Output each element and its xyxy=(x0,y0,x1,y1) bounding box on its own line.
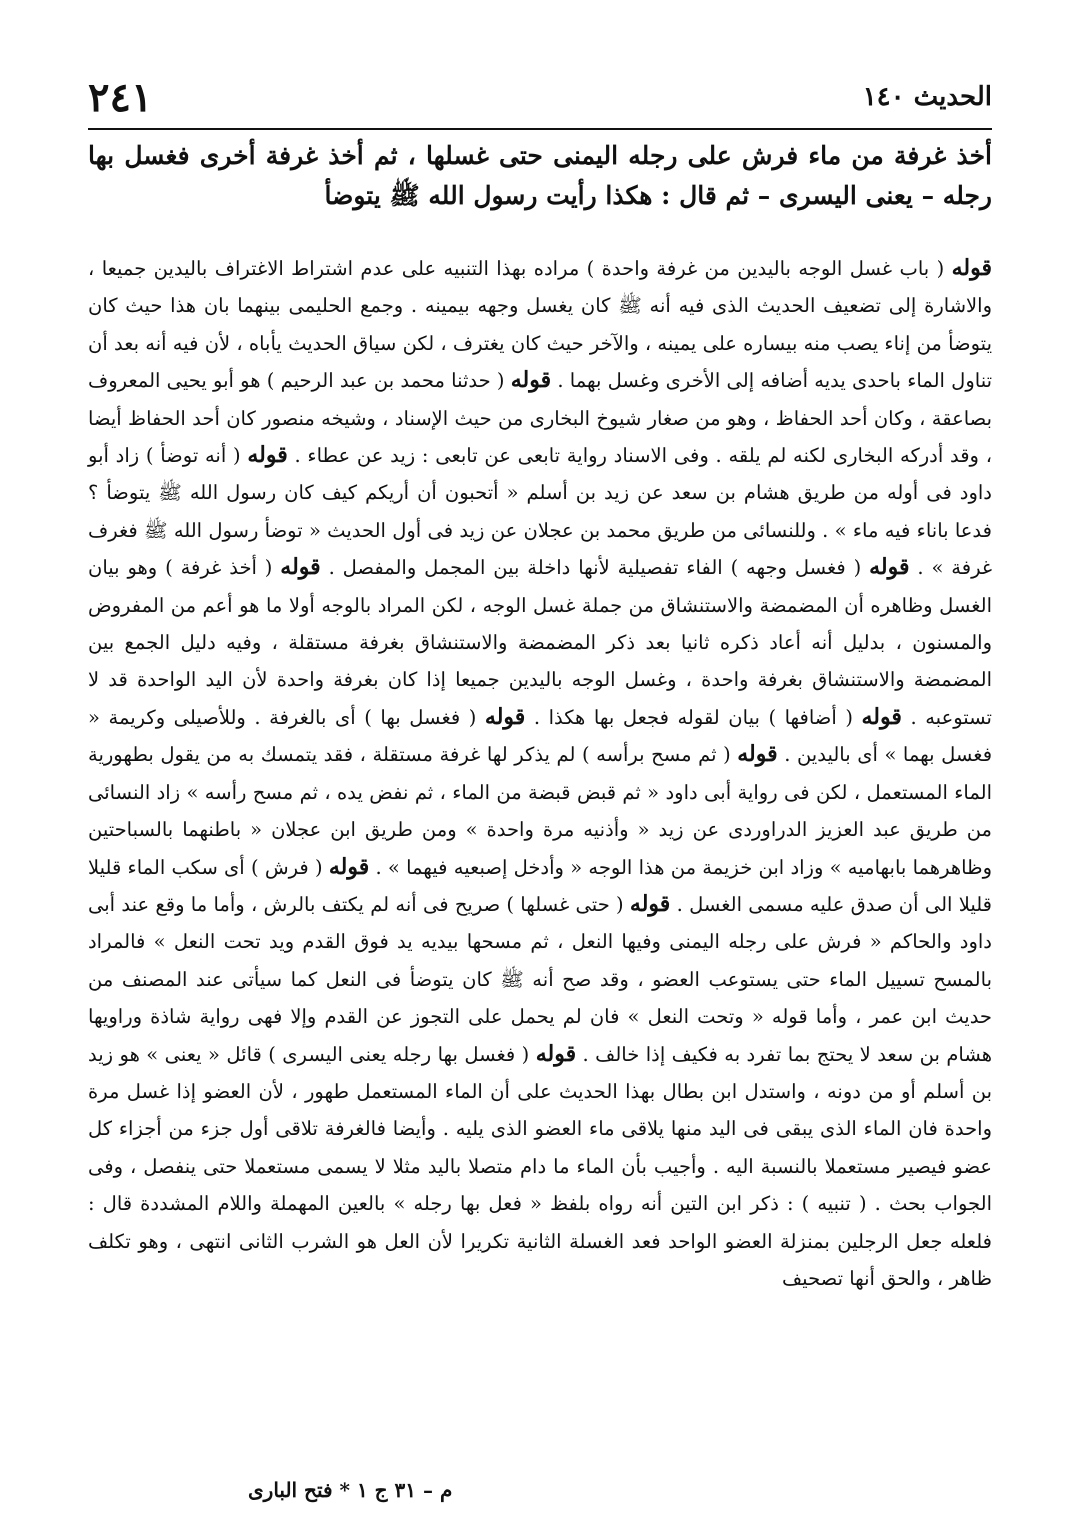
commentary-segment: ( باب غسل الوجه باليدين من غرفة واحدة ) مراده بهذا التنبيه على عدم اشتراط الاغتراف باليدين جميعا ، والاشارة إلى تضعيف الحديث الذى فيه أنه ﷺ كان يغسل وجهه بيمينه . وجمع الحليمى بينهما بان هذا حيث كان يتوضأ من إناء يصب منه بيساره على يمينه ، والآخر حيث كان يغترف ، لكن سياق الحديث يأباه ، لأن فيه أنه بعد أن تناول الماء باحدى يديه أضافه إلى الأخرى وغسل بهما . xyxy=(88,257,993,393)
hadith-text: أخذ غرفة من ماء فرش على رجله اليمنى حتى غسلها ، ثم أخذ غرفة أخرى فغسل بها رجله – يعنى اليسرى – ثم قال : هكذا رأيت رسول الله ﷺ يتوضأ xyxy=(88,141,992,210)
qawl-marker: قوله xyxy=(951,255,992,281)
commentary-segment: ( فغسل وجهه ) الفاء تفصيلية لأنها داخلة بين المجمل والمفصل . xyxy=(328,556,862,580)
qawl-marker: قوله xyxy=(280,554,321,581)
hadith-text-block xyxy=(88,136,992,216)
qawl-marker: قوله xyxy=(328,853,370,880)
commentary-segment: ( ثم مسح برأسه ) لم يذكر لها غرفة مستقلة ، فقد يتمسك به من يقول بطهورية الماء المستعمل ، لكن فى رواية أبى داود « ثم قبض قبضة من الماء ، ثم نفض يده ، ثم مسح رأسه » زاد النسائى من طريق عبد العزيز الدراوردى عن زيد « وأذنيه مرة واحدة » ومن طريق ابن عجلان « باطنهما بالسباحتين وظاهرهما بابهاميه » وزاد ابن خزيمة من هذا الوجه « وأدخل إصبعيه فيهما » . xyxy=(88,743,992,879)
commentary-segment: ( حتى غسلها ) صريح فى أنه لم يكتف بالرش ، وأما ما وقع عند أبى داود والحاكم « فرش على رجله اليمنى وفيها النعل ، ثم مسحها بيديه يد فوق القدم ويد تحت النعل » فالمراد بالمسح تسييل الماء حتى يستوعب العضو ، وقد صح أنه ﷺ كان يتوضأ فى النعل كما سيأتى عند المصنف من حديث ابن عمر ، وأما قوله « وتحت النعل » فان لم يحمل على التجوز عن القدم وإلا فهى رواية شاذة وراويها هشام بن سعد لا يحتج بما تفرد به فكيف إذا خالف . xyxy=(88,892,993,1066)
page-footer xyxy=(88,1470,992,1510)
header-rule xyxy=(88,128,992,130)
page-number: ٢٤١ xyxy=(88,74,153,121)
commentary-segment: ( فغسل بها ) أى بالغرفة . وللأصيلى وكريمة « فغسل بهما » أى باليدين . xyxy=(88,705,993,767)
commentary-segment: ( حدثنا محمد بن عبد الرحيم ) هو أبو يحيى المعروف بصاعقة ، وكان أحد الحفاظ ، وهو من صغار شيوخ البخارى من حيث الإسناد ، وشيخه منصور كان أحد الحفاظ أيضا ، وقد أدركه البخارى لكنه لم يلقه . وفى الاسناد رواية تابعى عن تابعى : زيد عن عطاء . xyxy=(88,369,992,468)
commentary-block xyxy=(88,250,992,1297)
qawl-marker: قوله xyxy=(861,703,902,730)
qawl-marker: قوله xyxy=(484,703,526,730)
qawl-marker: قوله xyxy=(510,367,552,394)
qawl-marker: قوله xyxy=(535,1040,577,1067)
qawl-marker: قوله xyxy=(629,890,671,917)
qawl-marker: قوله xyxy=(247,442,288,469)
qawl-marker: قوله xyxy=(737,741,778,768)
qawl-marker: قوله xyxy=(869,554,910,581)
commentary-segment: ( فرش ) أى سكب الماء قليلا قليلا الى أن صدق عليه مسمى الغسل . xyxy=(88,855,993,916)
page-header xyxy=(88,74,992,124)
commentary-paragraph xyxy=(88,250,992,1297)
running-title: الحديث ١٤٠ xyxy=(862,82,992,112)
commentary-segment: ( أخذ غرفة ) وهو بيان الغسل وظاهره أن المضمضة والاستنشاق من جملة غسل الوجه ، لكن المراد بالوجه أولا ما هو أعم من المفروض والمسنون ، بدليل أنه أعاد ذكره ثانيا بعد ذكر المضمضة والاستنشاق بغرفة مستقلة ، وفيه دليل الجمع بين المضمضة والاستنشاق بغرفة واحدة ، وغسل الوجه باليدين جميعا إذا كان بغرفة واحدة لأن اليد الواحدة قد لا تستوعبه . xyxy=(88,556,992,729)
commentary-segment: ( فغسل بها رجله يعنى اليسرى ) قائل « يعنى » هو زيد بن أسلم أو من دونه ، واستدل ابن بطال بهذا الحديث على أن الماء المستعمل طهور ، لأن العضو إذا غسل مرة واحدة فان الماء الذى يبقى فى اليد منها يلاقى ماء العضو الذى يليه . وأيضا فالغرفة تلاقى أول جزء من أجزاء كل عضو فيصير مستعملا بالنسبة اليه . وأجيب بأن الماء ما دام متصلا باليد مثلا لا يسمى مستعملا حتى ينفصل ، وفى الجواب بحث . ( تنبيه ) : ذكر ابن التين أنه رواه بلفظ « فعل بها رجله » بالعين المهملة واللام المشددة قال : فلعله جعل الرجلين بمنزلة العضو الواحد فعد الغسلة الثانية تكريرا لأن العل هو الشرب الثانى انتهى ، وهو تكلف ظاهر ، والحق أنها تصحيف xyxy=(88,1042,992,1290)
commentary-segment: ( أنه توضأ ) زاد أبو داود فى أوله من طريق هشام بن سعد عن زيد بن أسلم « أتحبون أن أريكم كيف كان رسول الله ﷺ يتوضأ ؟ فدعا باناء فيه ماء » . وللنسائى من طريق محمد بن عجلان عن زيد فى أول الحديث « توضأ رسول الله ﷺ فغرف غرفة » . xyxy=(88,444,993,580)
signature-line: م – ٣١ ج ١ * فتح البارى xyxy=(248,1478,453,1502)
commentary-segment: ( أضافها ) بيان لقوله فجعل بها هكذا . xyxy=(533,705,853,729)
